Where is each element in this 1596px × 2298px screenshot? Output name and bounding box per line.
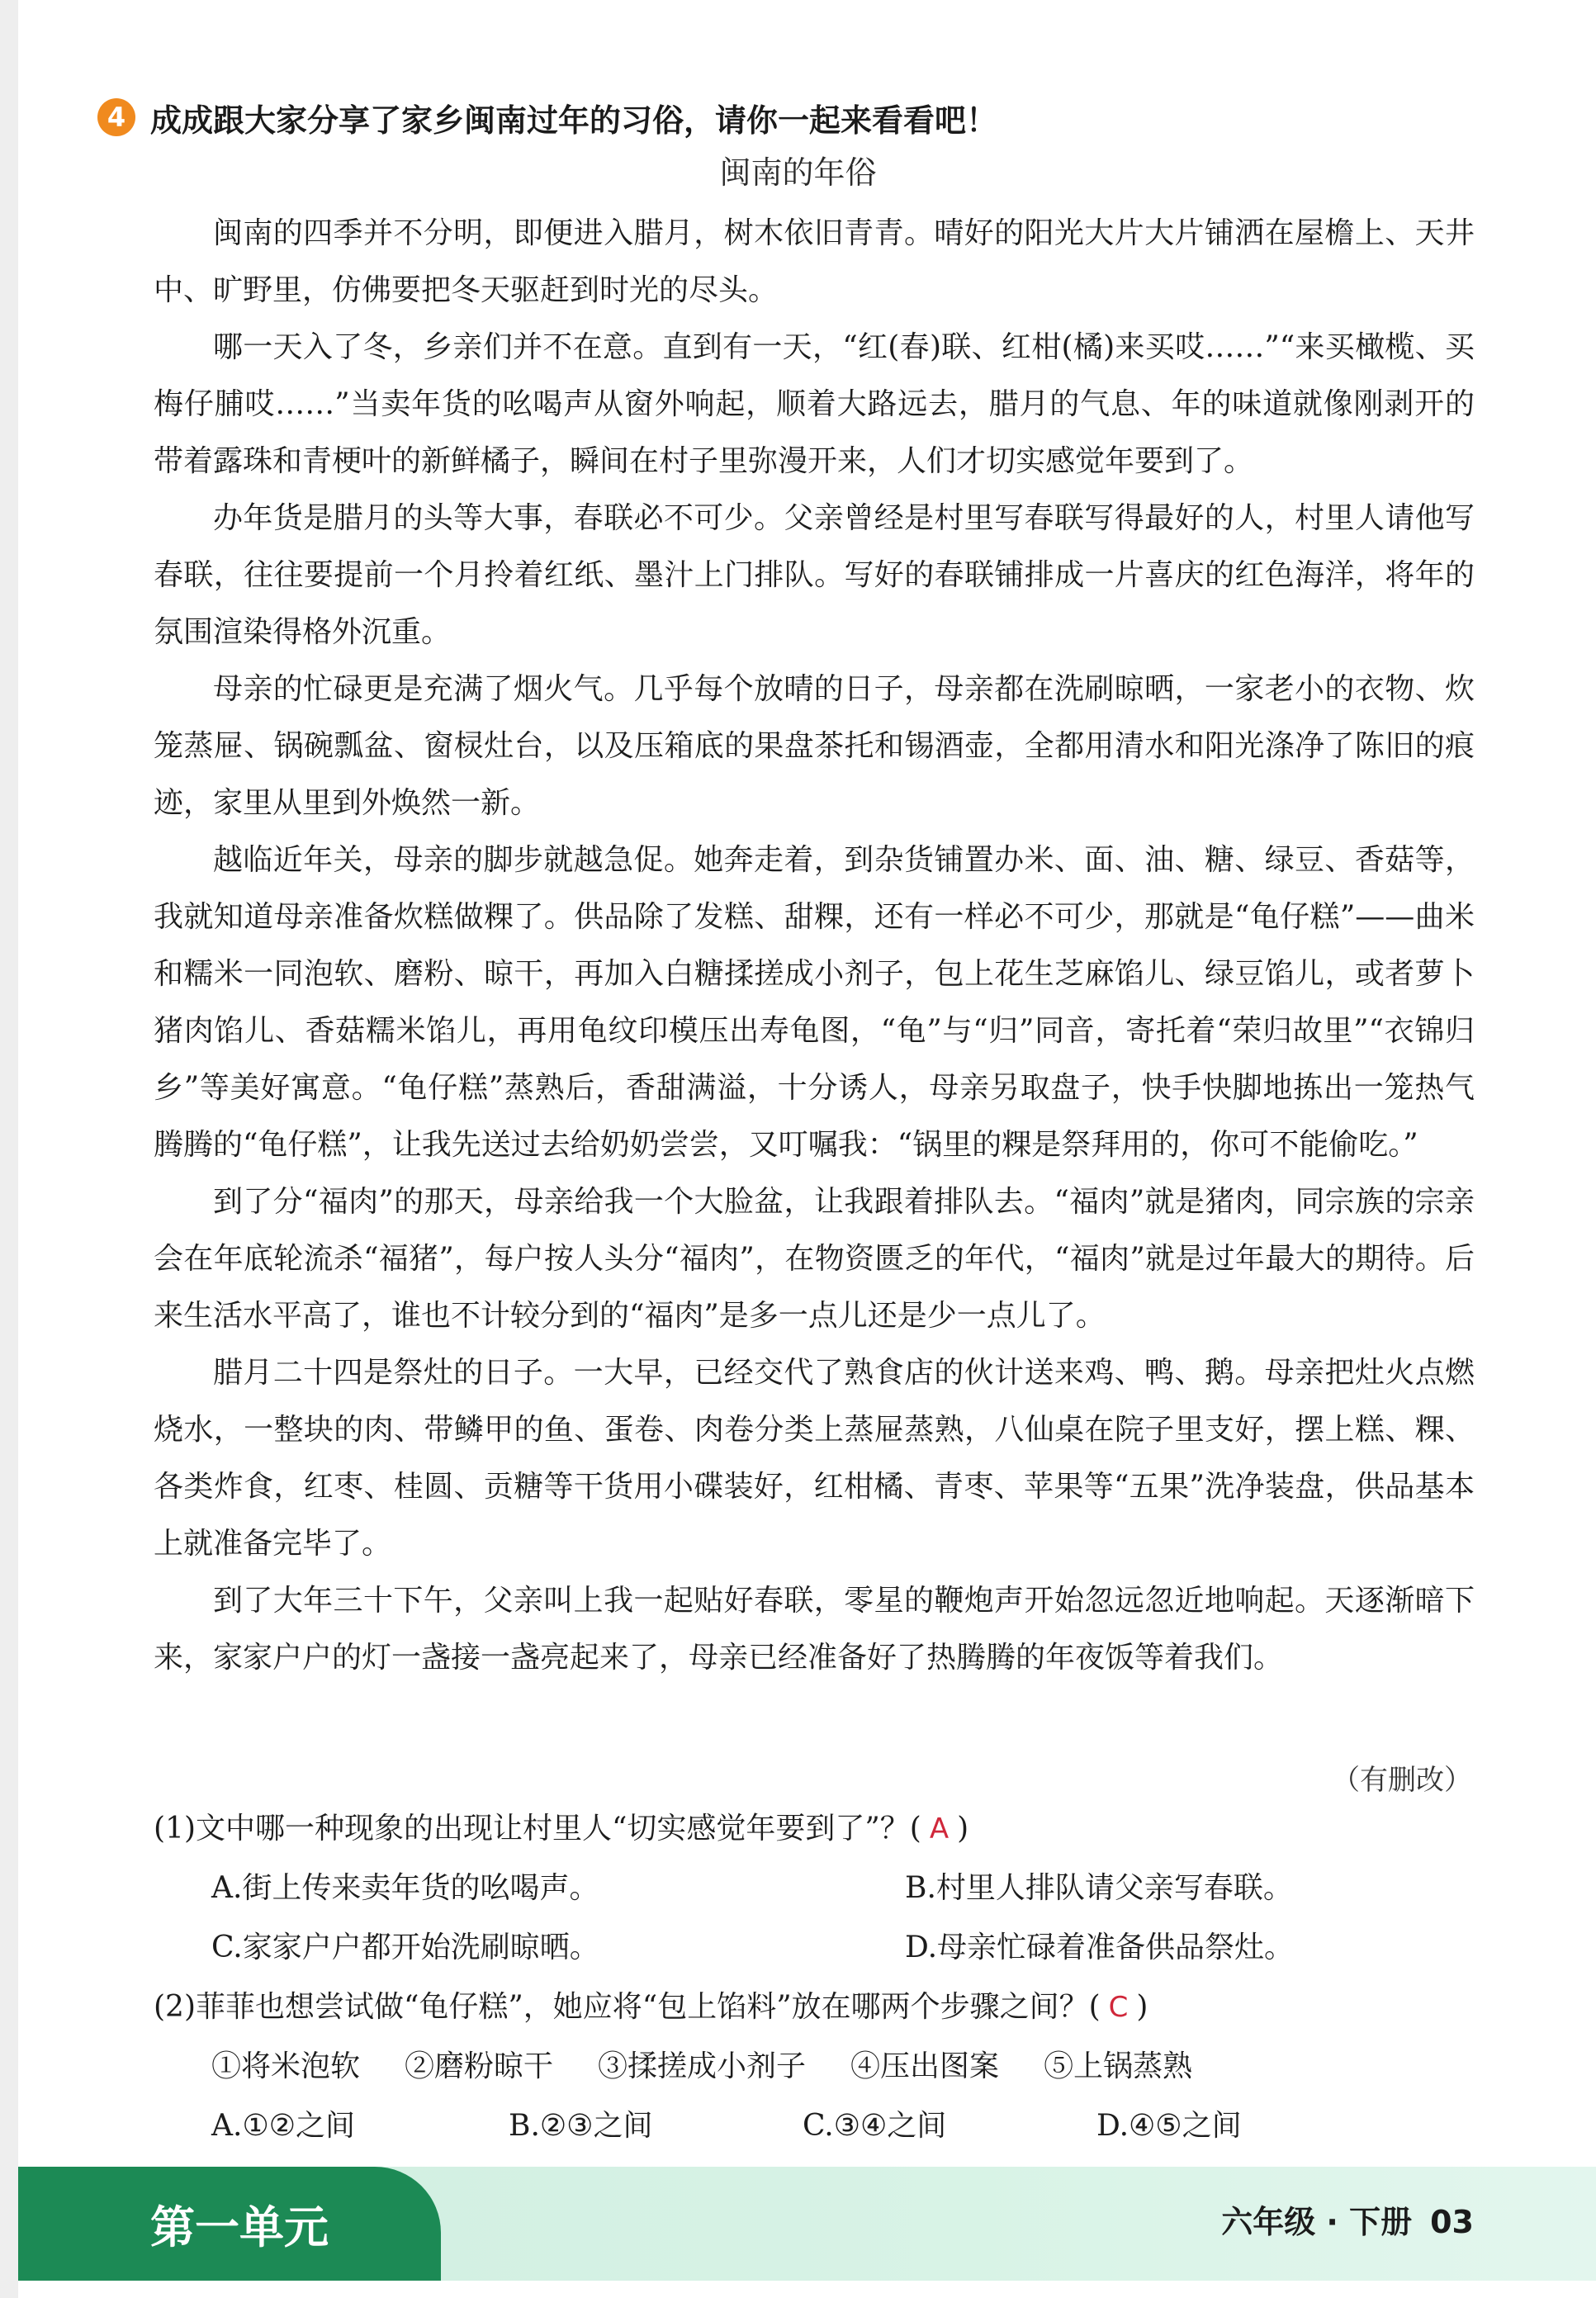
q1-answer: A [929,1812,950,1846]
q2-option-b: B.②③之间 [509,2109,653,2143]
q2-option-a: A.①②之间 [211,2109,355,2143]
q2-close-paren: ) [1136,1990,1148,2024]
q2-step: ③揉搓成小剂子 [598,2049,807,2083]
article-title: 闽南的年俗 [719,154,877,191]
unit-label: 第一单元 [18,2167,441,2281]
article-paragraph: 闽南的四季并不分明，即便进入腊月，树木依旧青青。晴好的阳光大片大片铺洒在屋檐上、天井中、旷野里，仿佛要把冬天驱赶到时光的尽头。 [154,216,1475,307]
article-paragraph: 办年货是腊月的头等大事，春联必不可少。父亲曾经是村里写春联写得最好的人，村里人请他写春联，往往要提前一个月拎着红纸、墨汁上门排队。写好的春联铺排成一片喜庆的红色海洋，将年的氛围渲染得格外沉重。 [154,501,1475,649]
q2-answer: C [1108,1991,1129,2024]
q1-option-d: D.母亲忙碌着准备供品祭灶。 [905,1931,1295,1964]
article-paragraph: 越临近年关，母亲的脚步就越急促。她奔走着，到杂货铺置办米、面、油、糖、绿豆、香菇等，我就知道母亲准备炊糕做粿了。供品除了发糕、甜粿，还有一样必不可少，那就是“龟仔糕”——曲米和糯米一同泡软、磨粉、晾干，再加入白糖揉搓成小剂子，包上花生芝麻馅儿、绿豆馅儿，或者萝卜猪肉馅儿、香菇糯米馅儿，再用龟纹印模压出寿龟图，“龟”与“归”同音，寄托着“荣归故里”“衣锦归乡”等美好寓意。“龟仔糕”蒸熟后，香甜满溢，十分诱人，母亲另取盘子，快手快脚地拣出一笼热气腾腾的“龟仔糕”，让我先送过去给奶奶尝尝，又叮嘱我：“锅里的粿是祭拜用的，你可不能偷吃。” [154,843,1475,1162]
q2-stem: (2)菲菲也想尝试做“龟仔糕”，她应将“包上馅料”放在哪两个步骤之间？( [154,1990,1101,2024]
page-number: 03 [1430,2204,1474,2240]
q1-stem: (1)文中哪一种现象的出现让村里人“切实感觉年要到了”？( [154,1812,921,1846]
q2-option-c: C.③④之间 [803,2109,947,2143]
article-body [154,205,1475,1686]
q2-steps [211,2046,1237,2087]
q1-option-b: B.村里人排队请父亲写春联。 [905,1871,1293,1905]
article-paragraph: 腊月二十四是祭灶的日子。一大早，已经交代了熟食店的伙计送来鸡、鸭、鹅。母亲把灶火点燃烧水，一整块的肉、带鳞甲的鱼、蛋卷、肉卷分类上蒸屉蒸熟，八仙桌在院子里支好，摆上糕、粿、各类炸食，红枣、桂圆、贡糖等干货用小碟装好，红柑橘、青枣、苹果等“五果”洗净装盘，供品基本上就准备完毕了。 [154,1356,1475,1561]
q2-stem-line [154,1987,1148,2028]
question-prompt: 成成跟大家分享了家乡闽南过年的习俗，请你一起来看看吧！ [150,102,998,139]
article-paragraph: 到了分“福肉”的那天，母亲给我一个大脸盆，让我跟着排队去。“福肉”就是猪肉，同宗族的宗亲会在年底轮流杀“福猪”，每户按人头分“福肉”，在物资匮乏的年代，“福肉”就是过年最大的期待。后来生活水平高了，谁也不计较分到的“福肉”是多一点儿还是少一点儿了。 [154,1185,1475,1333]
q2-step: ⑤上锅蒸熟 [1044,2049,1193,2083]
source-note: （有删改） [1332,1764,1472,1797]
article-paragraph: 哪一天入了冬，乡亲们并不在意。直到有一天，“红(春)联、红柑(橘)来买哎……”“来买橄榄、买梅仔脯哎……”当卖年货的吆喝声从窗外响起，顺着大路远去，腊月的气息、年的味道就像刚剥开的带着露珠和青梗叶的新鲜橘子，瞬间在村子里弥漫开来，人们才切实感觉年要到了。 [154,330,1475,478]
article-paragraph: 母亲的忙碌更是充满了烟火气。几乎每个放晴的日子，母亲都在洗刷晾晒，一家老小的衣物、炊笼蒸屉、锅碗瓢盆、窗棂灶台，以及压箱底的果盘茶托和锡酒壶，全都用清水和阳光涤净了陈旧的痕迹，家里从里到外焕然一新。 [154,672,1475,820]
question-header [97,92,1501,142]
question-number-badge: 4 [97,98,135,136]
q2-step: ②磨粉晾干 [405,2049,554,2083]
q2-step: ①将米泡软 [211,2049,361,2083]
q1-close-paren: ) [957,1812,969,1846]
grade-label: 六年级 · 下册 [1221,2204,1413,2240]
q1-option-c: C.家家户户都开始洗刷晾晒。 [211,1931,599,1964]
q2-option-d: D.④⑤之间 [1096,2109,1242,2143]
q1-option-a: A.街上传来卖年货的吆喝声。 [211,1871,599,1905]
article-paragraph: 到了大年三十下午，父亲叫上我一起贴好春联，零星的鞭炮声开始忽远忽近地响起。天逐渐暗下来，家家户户的灯一盏接一盏亮起来了，母亲已经准备好了热腾腾的年夜饭等着我们。 [154,1584,1475,1675]
q2-step: ④压出图案 [850,2049,1000,2083]
q1-stem-line [154,1808,968,1850]
footer-meta [1221,2196,1474,2242]
